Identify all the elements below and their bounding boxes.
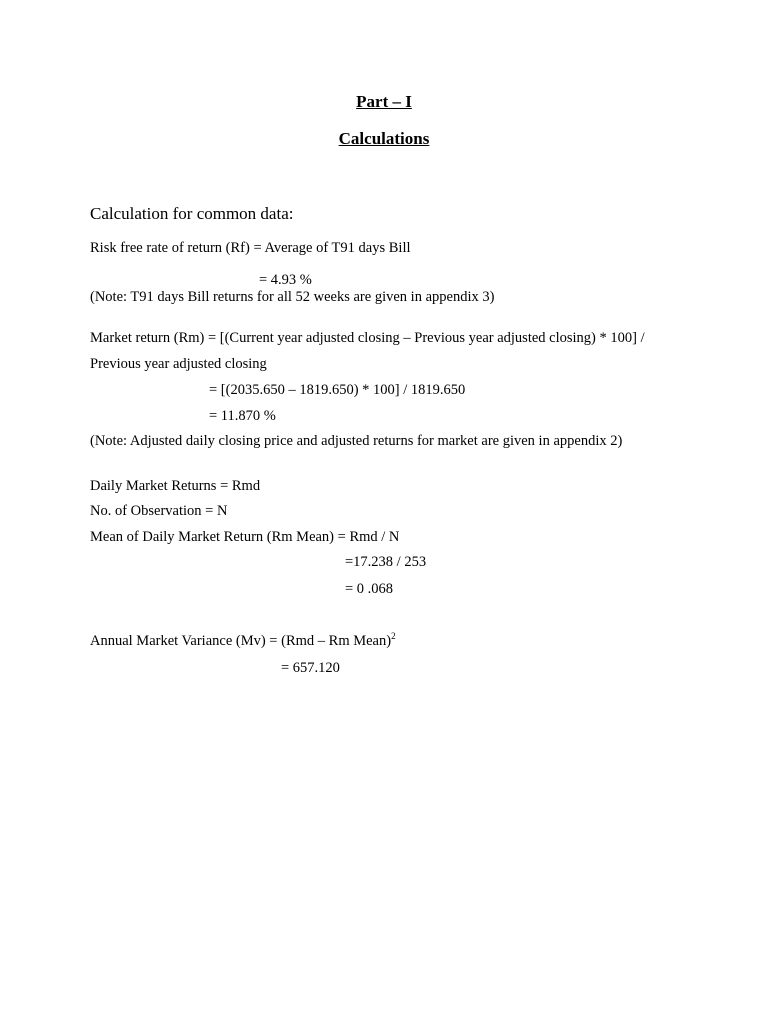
risk-free-result: = 4.93 %	[259, 272, 312, 288]
risk-free-definition: Risk free rate of return (Rf) = Average of T91 days Bill	[90, 240, 411, 256]
mean-daily-return-substitution: =17.238 / 253	[345, 554, 427, 570]
part-heading: Part – I	[356, 92, 412, 111]
mean-daily-return-definition: Mean of Daily Market Return (Rm Mean) = Rmd / N	[90, 529, 400, 545]
section-title: Calculation for common data:	[90, 204, 294, 223]
variance-definition-text: Annual Market Variance (Mv) = (Rmd – Rm Mean)	[90, 633, 392, 649]
observations-definition: No. of Observation = N	[90, 503, 228, 519]
daily-market-returns-definition: Daily Market Returns = Rmd	[90, 478, 261, 494]
calculations-heading: Calculations	[338, 129, 430, 148]
variance-exponent: 2	[391, 631, 396, 642]
risk-free-note: (Note: T91 days Bill returns for all 52 weeks are given in appendix 3)	[90, 289, 495, 305]
market-return-definition-line2: Previous year adjusted closing	[90, 356, 267, 372]
market-return-substitution: = [(2035.650 – 1819.650) * 100] / 1819.650	[209, 382, 466, 398]
market-return-note: (Note: Adjusted daily closing price and adjusted returns for market are given in appendix 2)	[90, 433, 623, 449]
mean-daily-return-result: = 0 .068	[345, 581, 394, 597]
market-return-result: = 11.870 %	[209, 408, 276, 424]
market-return-definition-line1: Market return (Rm) = [(Current year adjusted closing – Previous year adjusted closing) * 100] /	[90, 330, 645, 346]
variance-definition	[90, 632, 396, 650]
variance-result: = 657.120	[281, 660, 340, 676]
